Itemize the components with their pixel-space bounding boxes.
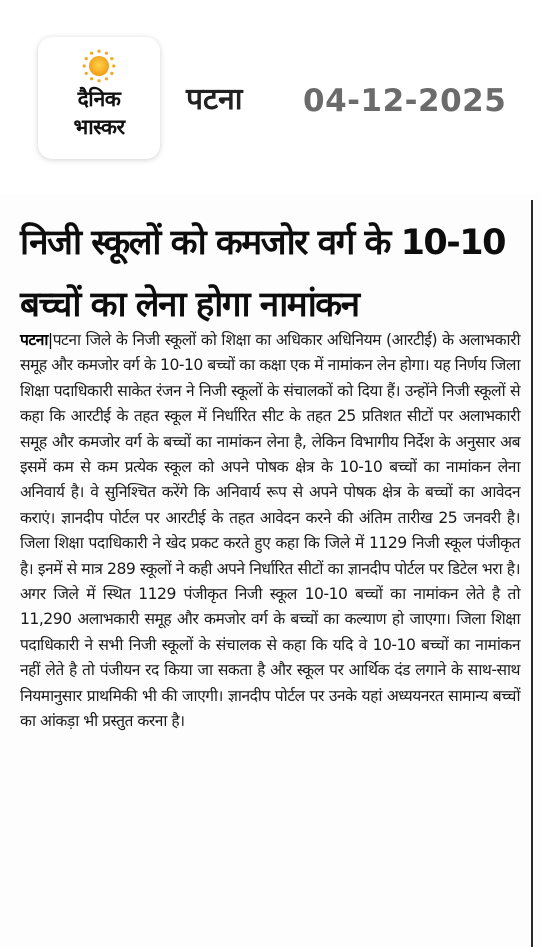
- publication-logo: [38, 37, 160, 159]
- article-dateline: पटना: [20, 331, 48, 349]
- article-body-text: पटना जिले के निजी स्कूलों को शिक्षा का अधिकार अधिनियम (आरटीई) के अलाभकारी समूह और कमजोर वर्ग के 10-10 बच्चों का कक्षा एक में नामांकन लेन होगा। यह निर्णय जिला शिक्षा पदाधिकारी साकेत रंजन ने निजी स्कूलों के संचालकों को दिया हैं। उन्होंने निजी स्कूलों से कहा कि आरटीई के तहत स्कूल में निर्धारित सीट के तहत 25 प्रतिशत सीटों पर अलाभकारी समूह और कमजोर वर्ग के बच्चों का नामांकन लेना है, लेकिन विभागीय निर्देश के अनुसार अब इसमें कम से कम प्रत्येक स्कूल को अपने पोषक क्षेत्र के 10-10 बच्चों का नामांकन लेना अनिवार्य है। वे सुनिश्चित करेंगे कि अनिवार्य रूप से अपने पोषक क्षेत्र के बच्चों का आवेदन कराएं। ज्ञानदीप पोर्टल पर आरटीई के तहत आवेदन करने की अंतिम तारीख 25 जनवरी है। जिला शिक्षा पदाधिकारी ने खेद प्रकट करते हुए कहा कि जिले में 1129 निजी स्कूल पंजीकृत है। इनमें से मात्र 289 स्कूलों ने कही अपने निर्धारित सीटों का ज्ञानदीप पोर्टल पर डिटेल भरा है। अगर जिले में स्थित 1129 पंजीकृत निजी स्कूल 10-10 बच्चों का नामांकन लेते है तो 11,290 अलाभकारी समूह और कमजोर वर्ग के बच्चों का कल्याण हो जाएगा। जिला शिक्षा पदाधिकारी ने सभी निजी स्कूलों के संचालक से कहा कि यदि वे 10-10 बच्चों का नामांकन नहीं लेते है तो पंजीयन रद किया जा सकता है और स्कूल पर आर्थिक दंड लगाने के साथ-साथ नियमानुसार प्राथमिकी भी की जाएगी। ज्ञानदीप पोर्टल पर उनके यहां अध्ययनरत सामान्य बच्चों का आंकड़ा भी प्रस्तुत करना है।: [20, 331, 520, 731]
- article-body: [20, 328, 520, 735]
- dateline-separator: |: [47, 331, 53, 349]
- page-header: [0, 0, 541, 190]
- edition-date: 04-12-2025: [303, 83, 507, 119]
- logo-wordmark-line2: भास्कर: [73, 115, 125, 139]
- column-rule: [531, 200, 533, 947]
- edition-city: पटना: [186, 82, 243, 117]
- sun-icon: [82, 49, 116, 83]
- logo-wordmark-line1: दैनिक: [77, 87, 121, 111]
- article-headline: निजी स्कूलों को कमजोर वर्ग के 10-10 बच्चों का लेना होगा नामांकन: [20, 223, 506, 325]
